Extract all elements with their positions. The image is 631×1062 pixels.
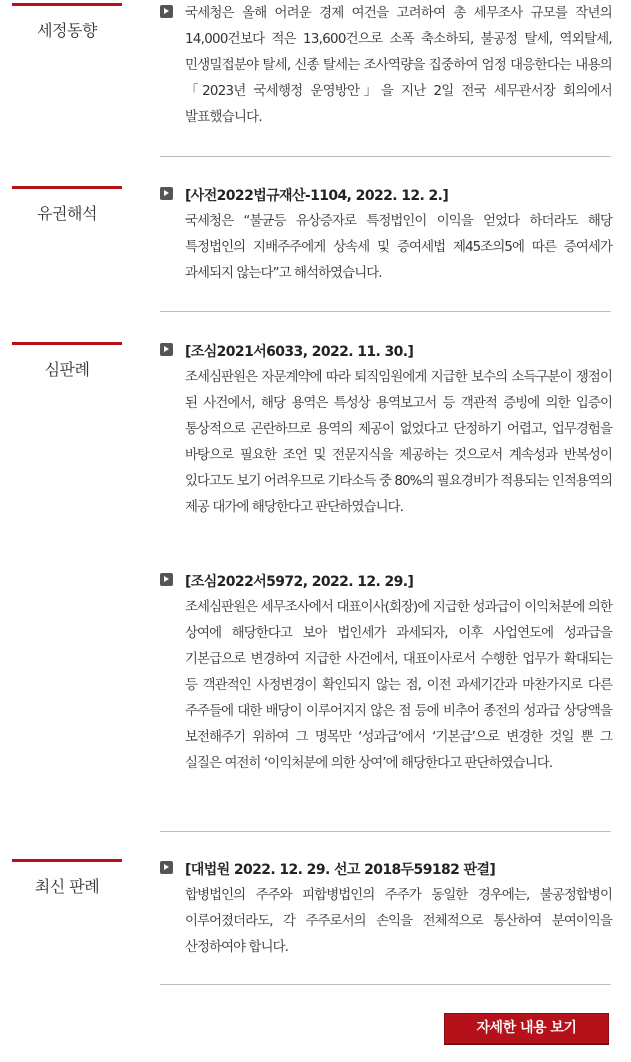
entry-body: 국세청은 “불균등 유상증자로 특정법인이 이익을 얻었다 하더라도 해당 특정법인의 지배주주에게 상속세 및 증여세법 제45조의5에 따른 증여세가 과세되지 않는다”고 해석하였습니다. bbox=[185, 214, 612, 281]
arrow-bullet-icon bbox=[160, 861, 173, 874]
view-details-button[interactable]: 자세한 내용 보기 bbox=[444, 1013, 609, 1044]
section-divider bbox=[160, 156, 611, 157]
section-label: 유권해석 bbox=[12, 186, 122, 224]
entry-title: [대법원 2022. 12. 29. 선고 2018두59182 판결] bbox=[185, 862, 496, 878]
arrow-bullet-icon bbox=[160, 5, 173, 18]
section-label: 세정동향 bbox=[12, 3, 122, 41]
arrow-bullet-icon bbox=[160, 343, 173, 356]
section-label: 최신 판례 bbox=[12, 859, 122, 897]
list-item bbox=[160, 339, 612, 521]
list-item bbox=[160, 1, 612, 131]
entry-title: [조심2022서5972, 2022. 12. 29.] bbox=[185, 574, 414, 590]
section-divider bbox=[160, 831, 611, 832]
section-content bbox=[160, 857, 612, 961]
arrow-bullet-icon bbox=[160, 187, 173, 200]
section-label: 심판례 bbox=[12, 342, 122, 380]
entry-body: 국세청은 올해 어려운 경제 여건을 고려하여 총 세무조사 규모를 작년의 14,000건보다 적은 13,600건으로 소폭 축소하되, 불공정 탈세, 역외탈세, 민생밀접분야 탈세, 신종 탈세는 조사역량을 집중하여 엄정 대응한다는 내용의 「2023년 국세행정 운영방안」을 지난 2일 전국 세무관서장 회의에서 발표했습니다. bbox=[185, 6, 612, 125]
entry-body: 조세심판원은 자문계약에 따라 퇴직임원에게 지급한 보수의 소득구분이 쟁점이 된 사건에서, 해당 용역은 특성상 용역보고서 등 객관적 증빙에 의한 입증이 통상적으로 곤란하므로 용역의 제공이 없었다고 단정하기 어렵고, 업무경험을 바탕으로 필요한 조언 및 전문지식을 제공하는 것으로서 계속성과 반복성이 있다고도 보기 어려우므로 기타소득 중 80%의 필요경비가 적용되는 인적용역의 제공 대가에 해당한다고 판단하였습니다. bbox=[185, 370, 613, 515]
section-content bbox=[160, 1, 612, 131]
list-item bbox=[160, 183, 612, 287]
section-content bbox=[160, 569, 612, 777]
section-divider bbox=[160, 311, 611, 312]
entry-title: [조심2021서6033, 2022. 11. 30.] bbox=[185, 344, 414, 360]
section-divider bbox=[160, 984, 611, 985]
section-content bbox=[160, 339, 612, 521]
arrow-bullet-icon bbox=[160, 573, 173, 586]
entry-body: 합병법인의 주주와 피합병법인의 주주가 동일한 경우에는, 불공정합병이 이루어졌더라도, 각 주주로서의 손익을 전체적으로 통산하여 분여이익을 산정하여야 합니다. bbox=[185, 888, 612, 955]
section-content bbox=[160, 183, 612, 287]
list-item bbox=[160, 857, 612, 961]
entry-body: 조세심판원은 세무조사에서 대표이사(회장)에 지급한 성과급이 이익처분에 의한 상여에 해당한다고 보아 법인세가 과세되자, 이후 사업연도에 성과급을 기본급으로 변경하여 지급한 사건에서, 대표이사로서 수행한 업무가 확대되는 등 객관적인 사정변경이 확인되지 않는 점, 이전 과세기간과 마찬가지로 다른 주주들에 대한 배당이 이루어지지 않은 점 등에 비추어 종전의 성과급 상당액을 보전해주기 위하여 그 명목만 ‘성과급’에서 ‘기본급’으로 변경한 것일 뿐 그 실질은 여전히 ‘이익처분에 의한 상여’에 해당한다고 판단하였습니다. bbox=[185, 600, 612, 771]
entry-title: [사전2022법규재산-1104, 2022. 12. 2.] bbox=[185, 188, 449, 204]
list-item bbox=[160, 569, 612, 777]
